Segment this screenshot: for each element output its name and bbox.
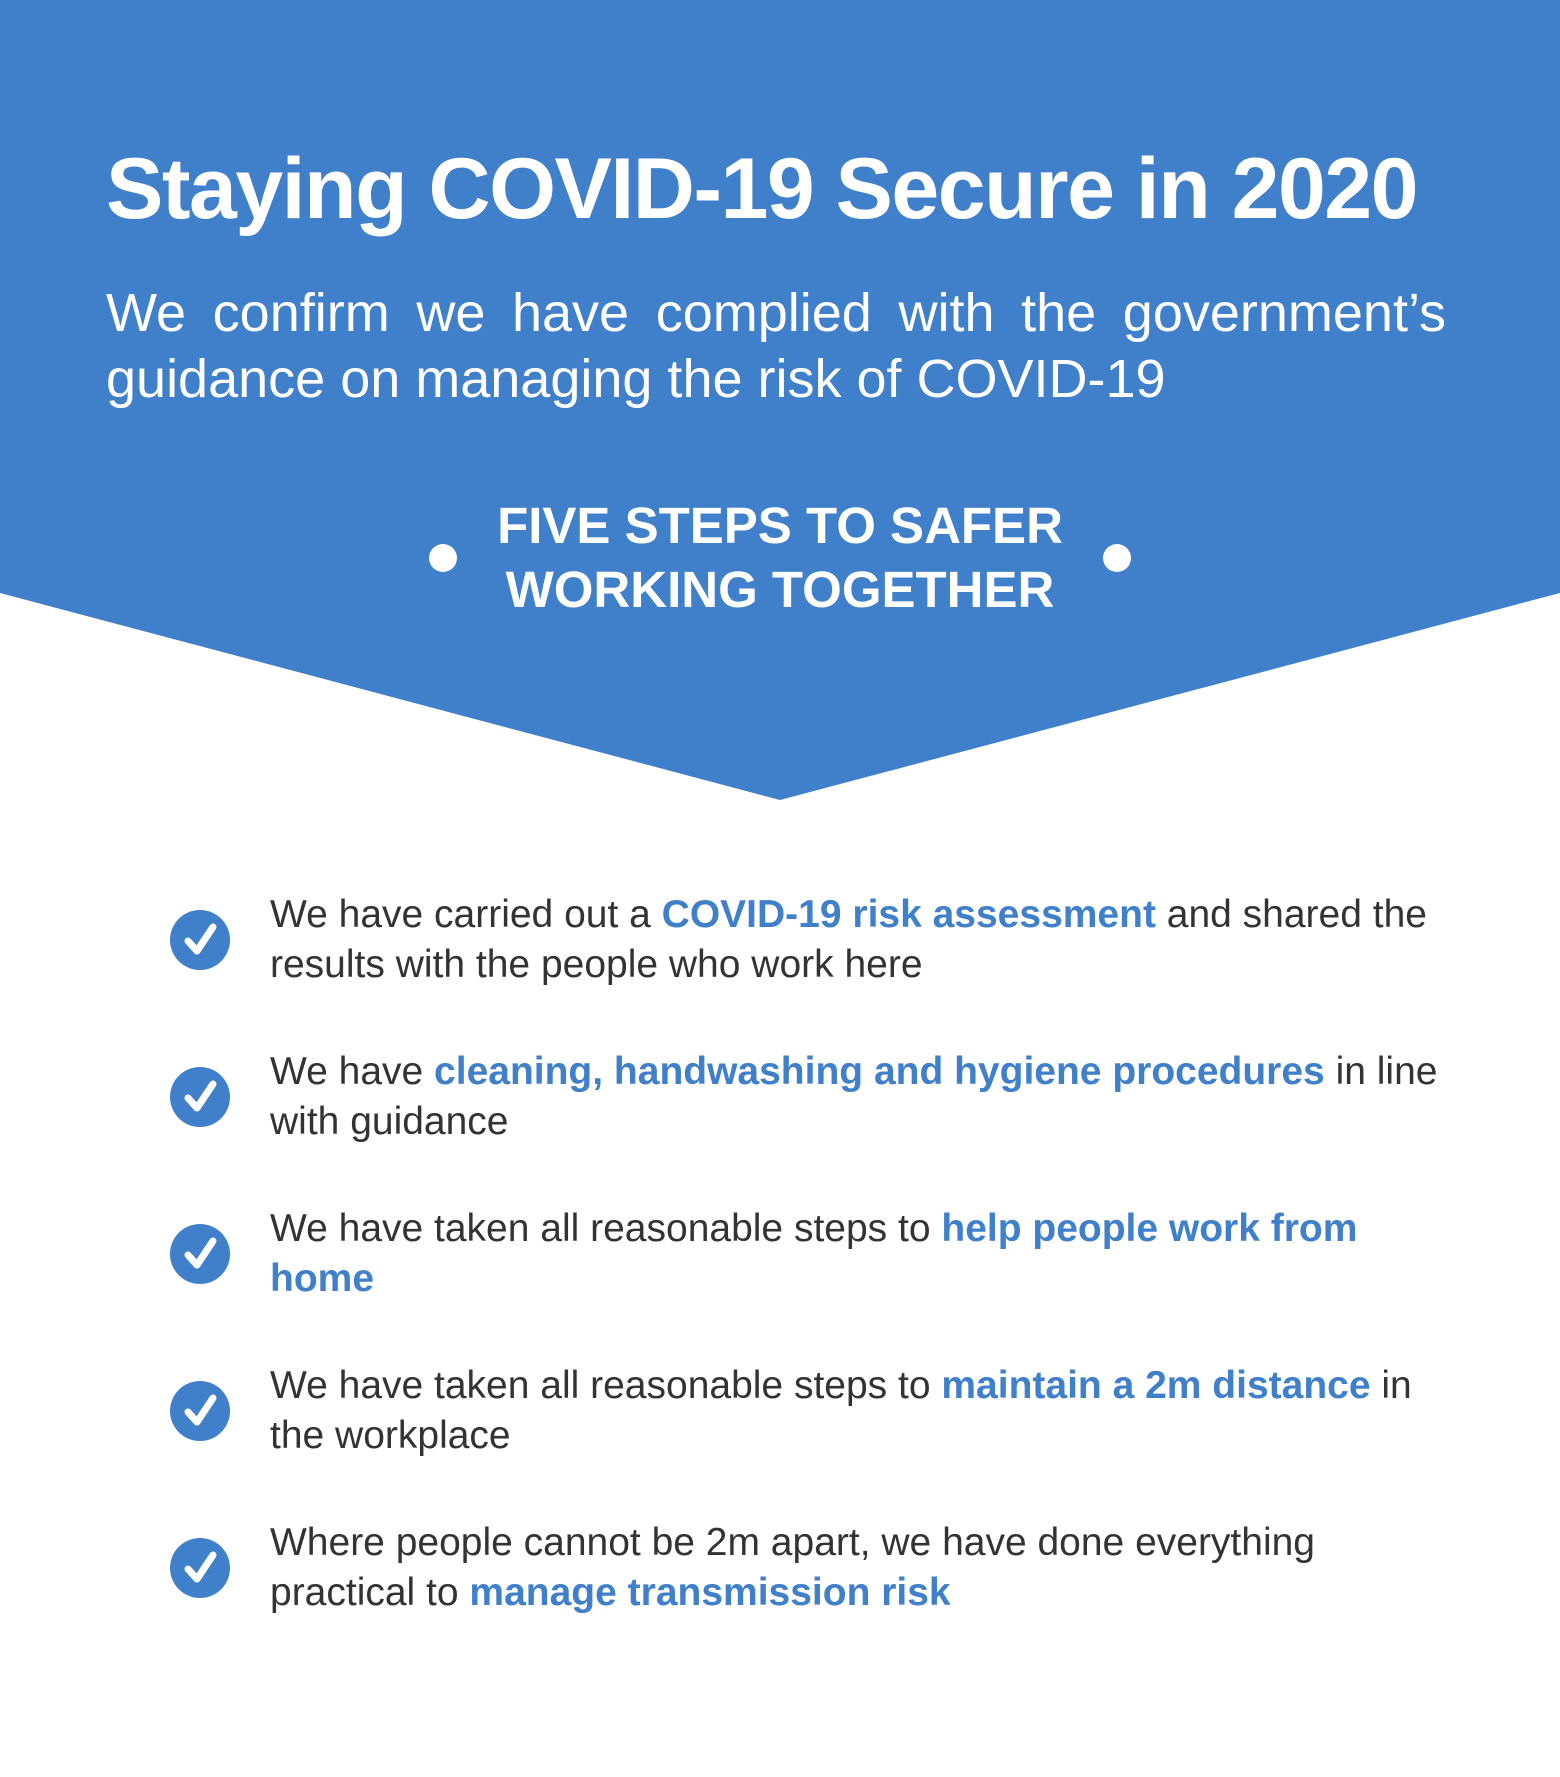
checklist-item-highlight: maintain a 2m distance [941, 1364, 1371, 1407]
checkmark-icon [170, 1224, 230, 1284]
steps-heading-line-1: FIVE STEPS TO SAFER [497, 497, 1063, 554]
checklist-item [170, 890, 1440, 990]
checkmark-icon [170, 1381, 230, 1441]
checklist-item-highlight: help people work from home [270, 1207, 1358, 1300]
checklist-item-text-before: We have carried out a [270, 893, 662, 936]
checklist-item-text-before: We have [270, 1050, 435, 1093]
steps-heading-line-2: WORKING TOGETHER [505, 561, 1055, 618]
checkmark-icon [170, 910, 230, 970]
checklist-item [170, 1361, 1440, 1461]
checklist-item-text-after: in line with guidance [270, 1050, 1438, 1143]
checklist-item-text-before: We have taken all reasonable steps to [270, 1364, 942, 1407]
checkmark-icon [170, 1538, 230, 1598]
checklist-item [170, 1518, 1440, 1618]
checklist-item-text [270, 1047, 1440, 1147]
checklist-item [170, 1204, 1440, 1304]
checklist-item-text-after: in the workplace [270, 1364, 1412, 1457]
checklist-item-highlight: cleaning, handwashing and hygiene procedures [434, 1050, 1325, 1093]
steps-heading [0, 494, 1560, 622]
checklist-item-text-after: and shared the results with the people who work here [270, 893, 1427, 986]
checklist-item-text [270, 890, 1440, 990]
checklist-item-text [270, 1204, 1440, 1304]
checklist-item-text-before: Where people cannot be 2m apart, we have done everything practical to [270, 1521, 1316, 1614]
left-bullet-dot-icon [429, 544, 457, 572]
checkmark-icon [170, 1067, 230, 1127]
checklist-item-highlight: manage transmission risk [469, 1571, 951, 1614]
compliance-statement: We confirm we have complied with the government’s guidance on managing the risk of COVID-19 [106, 283, 1446, 409]
steps-heading-text [497, 494, 1063, 622]
checklist-item-text [270, 1518, 1440, 1618]
safety-checklist [170, 890, 1440, 1675]
checklist-item-text-before: We have taken all reasonable steps to [270, 1207, 942, 1250]
checklist-item-highlight: COVID-19 risk assessment [661, 893, 1156, 936]
right-bullet-dot-icon [1103, 544, 1131, 572]
page-title: Staying COVID-19 Secure in 2020 [106, 141, 1417, 237]
checklist-item [170, 1047, 1440, 1147]
checklist-item-text [270, 1361, 1440, 1461]
